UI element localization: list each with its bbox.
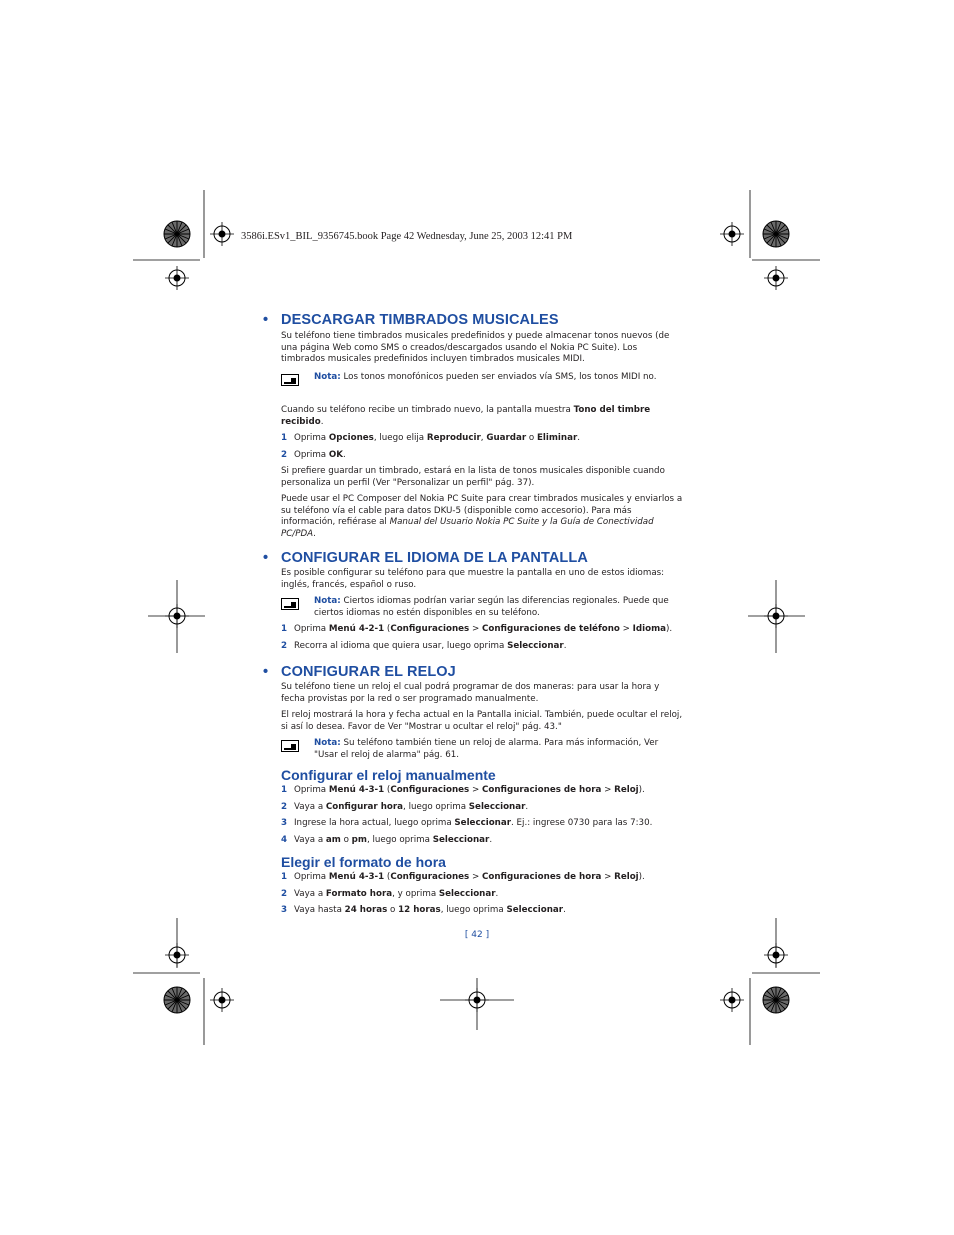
registration-mark-icon: [720, 190, 750, 258]
step-item: 1 Oprima Menú 4-3-1 (Configuraciones > Configuraciones de hora > Reloj).: [281, 785, 645, 795]
step-item: 1 Oprima Menú 4-3-1 (Configuraciones > Configuraciones de hora > Reloj).: [281, 872, 645, 882]
subsection-heading-manual: Configurar el reloj manualmente: [281, 767, 496, 783]
step-number: 1: [281, 624, 288, 634]
step-item: 2 Vaya a Configurar hora, luego oprima Seleccionar.: [281, 801, 529, 812]
section-paragraph: Su teléfono tiene un reloj el cual podrá programar de dos maneras: para usar la hora y fecha provistas por la red o ser programado manualmente.: [281, 682, 660, 704]
step-number: 1: [281, 785, 288, 795]
note-text: Los tonos monofónicos pueden ser enviados vía SMS, los tonos MIDI no.: [343, 371, 657, 382]
step-number: 3: [281, 818, 288, 828]
page-number: [ 42 ]: [464, 930, 490, 940]
note-hand-icon: [281, 372, 314, 392]
step-number: 2: [281, 801, 288, 812]
starburst-target-icon: [763, 987, 789, 1013]
section-heading-idioma: • CONFIGURAR EL IDIOMA DE LA PANTALLA: [263, 550, 588, 566]
note-box: [263, 596, 683, 619]
registration-mark-icon: [752, 918, 820, 973]
registration-mark-icon: [204, 978, 234, 1045]
bullet-icon: •: [263, 550, 269, 566]
registration-mark-icon: [440, 978, 514, 1030]
section-paragraph: Es posible configurar su teléfono para que muestre la pantalla en uno de estos idiomas: inglés, francés, español o ruso.: [281, 568, 665, 590]
step-number: 2: [281, 640, 288, 651]
note-box: [263, 738, 683, 761]
note-text: Ciertos idiomas podrían variar según las diferencias regionales. Puede que ciertos idiomas no estén disponibles en su teléfono.: [314, 596, 669, 618]
step-item: 3 Ingrese la hora actual, luego oprima Seleccionar. Ej.: ingrese 0730 para las 7:30.: [281, 818, 653, 828]
step-item: 1 Oprima Menú 4-2-1 (Configuraciones > Configuraciones de teléfono > Idioma).: [281, 624, 673, 634]
section-paragraph: El reloj mostrará la hora y fecha actual en la Pantalla inicial. También, puede ocultar el reloj, si así lo desea. Favor de Ver "Mostrar u ocultar el reloj" pág. 43.": [281, 710, 683, 732]
step-number: 3: [281, 905, 288, 915]
step-item: 2 Oprima OK.: [281, 449, 346, 460]
step-number: 2: [281, 888, 288, 899]
registration-mark-icon: [720, 978, 750, 1045]
note-box: [263, 372, 683, 392]
section-heading-descargar: • DESCARGAR TIMBRADOS MUSICALES: [263, 312, 559, 328]
registration-mark-icon: [748, 580, 805, 653]
step-item: 1 Oprima Opciones, luego elija Reproducir, Guardar o Eliminar.: [281, 433, 581, 443]
section-paragraph: Cuando su teléfono recibe un timbrado nuevo, la pantalla muestra Tono del timbre recibido.: [281, 405, 651, 427]
section-paragraph: Si prefiere guardar un timbrado, estará en la lista de tonos musicales disponible cuando personaliza un perfil (Ver "Personalizar un perfil" pág. 37).: [281, 466, 665, 488]
note-label: Nota:: [314, 596, 341, 606]
note-text: Su teléfono también tiene un reloj de alarma. Para más información, Ver "Usar el reloj de alarma" pág. 61.: [314, 738, 659, 760]
note-label: Nota:: [314, 738, 341, 748]
step-item: 2 Recorra al idioma que quiera usar, luego oprima Seleccionar.: [281, 640, 567, 651]
step-number: 2: [281, 449, 288, 460]
bullet-icon: •: [263, 664, 269, 680]
starburst-target-icon: [164, 987, 190, 1013]
step-number: 1: [281, 433, 288, 443]
registration-mark-icon: [148, 580, 205, 653]
step-number: 4: [281, 834, 288, 845]
starburst-target-icon: [164, 221, 190, 247]
page-content: [263, 311, 683, 917]
registration-mark-icon: [133, 918, 200, 973]
step-item: 4 Vaya a am o pm, luego oprima Seleccionar.: [281, 834, 493, 845]
step-item: 2 Vaya a Formato hora, y oprima Seleccionar.: [281, 888, 499, 899]
subsection-heading-formato: Elegir el formato de hora: [281, 854, 446, 870]
section-heading-reloj: • CONFIGURAR EL RELOJ: [263, 664, 456, 680]
note-hand-icon: [281, 596, 314, 619]
section-paragraph: Puede usar el PC Composer del Nokia PC Suite para crear timbrados musicales y enviarlos a su teléfono vía el cable para datos DKU-5 (disponible como accesorio). Para más información, refiérase al Manual del Usuario Nokia PC Suite y la Guía de Conectividad PC/PDA.: [281, 494, 683, 539]
note-hand-icon: [281, 738, 314, 761]
step-item: 3 Vaya hasta 24 horas o 12 horas, luego oprima Seleccionar.: [281, 905, 566, 915]
bullet-icon: •: [263, 312, 269, 328]
section-paragraph: Su teléfono tiene timbrados musicales predefinidos y puede almacenar tonos nuevos (de una página Web como SMS o creados/descargados usando el Nokia PC Suite). Los timbrados musicales predefinidos incluyen timbrados musicales MIDI.: [281, 331, 670, 364]
registration-mark-icon: [752, 260, 820, 290]
step-number: 1: [281, 872, 288, 882]
starburst-target-icon: [763, 221, 789, 247]
file-info-header: 3586i.ESv1_BIL_9356745.book Page 42 Wednesday, June 25, 2003 12:41 PM: [241, 231, 573, 242]
registration-mark-icon: [133, 260, 200, 290]
registration-mark-icon: [204, 190, 234, 258]
note-label: Nota:: [314, 371, 341, 382]
